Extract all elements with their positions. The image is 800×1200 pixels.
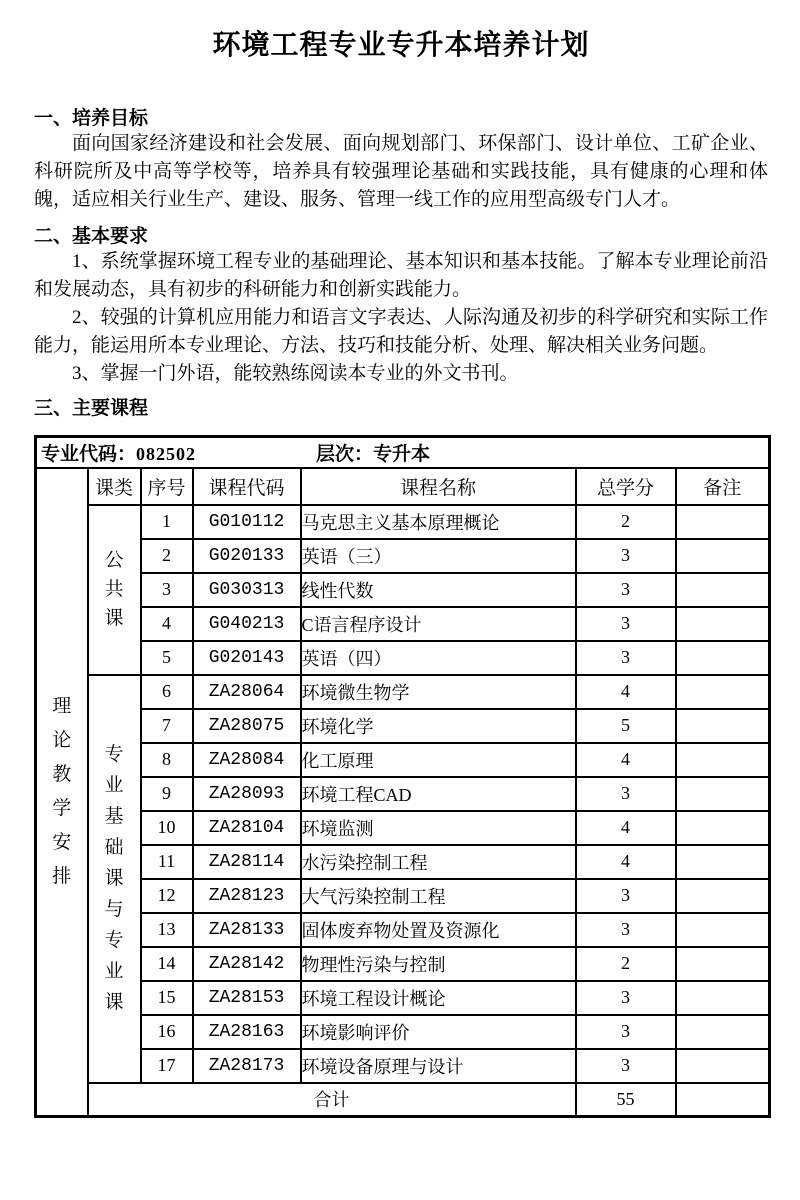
cell-credits: 3 [576,913,676,947]
cell-remarks [676,845,770,879]
table-meta-cell [36,437,770,468]
section-2-paragraph-3: 3、掌握一门外语，能较熟练阅读本专业的外文书刊。 [72,363,519,384]
cell-remarks [676,777,770,811]
row-group-theory-teaching [36,468,88,1117]
cell-course-code: G040213 [193,607,301,641]
header-credits: 总学分 [576,468,676,505]
cell-course-name: 环境微生物学 [301,675,576,709]
table-row [36,845,770,879]
cell-remarks [676,709,770,743]
cell-seq: 7 [141,709,193,743]
table-row [36,811,770,845]
cell-credits: 3 [576,1015,676,1049]
cell-course-name: 物理性污染与控制 [301,947,576,981]
section-1-heading: 一、培养目标 [34,108,149,129]
cell-course-code: ZA28104 [193,811,301,845]
cell-credits: 4 [576,811,676,845]
cell-course-code: ZA28153 [193,981,301,1015]
cell-remarks [676,743,770,777]
cell-credits: 3 [576,607,676,641]
cell-course-code: G020143 [193,641,301,675]
table-row [36,1015,770,1049]
cell-course-code: ZA28064 [193,675,301,709]
cell-course-name: 英语（三） [301,539,576,573]
course-group-public-label: 公共课 [104,550,124,629]
cell-seq: 16 [141,1015,193,1049]
cell-seq: 4 [141,607,193,641]
course-table [34,435,771,1118]
cell-course-code: ZA28123 [193,879,301,913]
cell-course-name: 化工原理 [301,743,576,777]
cell-credits: 3 [576,539,676,573]
table-row [36,675,770,709]
table-row [36,947,770,981]
cell-remarks [676,981,770,1015]
cell-remarks [676,947,770,981]
cell-credits: 3 [576,573,676,607]
cell-seq: 5 [141,641,193,675]
page-title: 环境工程专业专升本培养计划 [212,29,590,60]
course-group-professional-label: 专业基础课与专业课 [104,744,124,1013]
cell-course-code: ZA28142 [193,947,301,981]
section-2-paragraph-1: 1、系统掌握环境工程专业的基础理论、基本知识和基本技能。了解本专业理论前沿和发展动态，具有初步的科研能力和创新实践能力。 [34,251,768,300]
cell-seq: 14 [141,947,193,981]
cell-course-name: 环境影响评价 [301,1015,576,1049]
cell-course-code: ZA28114 [193,845,301,879]
cell-course-code: ZA28173 [193,1049,301,1083]
table-row [36,607,770,641]
section-1-paragraph: 面向国家经济建设和社会发展、面向规划部门、环保部门、设计单位、工矿企业、科研院所及中高等学校等，培养具有较强理论基础和实践技能，具有健康的心理和体魄，适应相关行业生产、建设、服务、管理一线工作的应用型高级专门人才。 [34,133,768,210]
total-remarks [676,1083,770,1117]
cell-seq: 6 [141,675,193,709]
cell-credits: 3 [576,879,676,913]
level-label: 层次： [316,443,374,465]
table-row [36,573,770,607]
cell-seq: 11 [141,845,193,879]
cell-course-name: 固体废弃物处置及资源化 [301,913,576,947]
cell-credits: 3 [576,641,676,675]
header-seq: 序号 [141,468,193,505]
cell-course-code: ZA28133 [193,913,301,947]
cell-course-name: 环境监测 [301,811,576,845]
cell-course-code: ZA28075 [193,709,301,743]
cell-course-name: 环境工程设计概论 [301,981,576,1015]
cell-remarks [676,811,770,845]
header-course-name: 课程名称 [301,468,576,505]
table-row [36,981,770,1015]
table-meta-row [36,437,770,468]
table-row [36,709,770,743]
cell-seq: 3 [141,573,193,607]
table-row [36,913,770,947]
total-label: 合计 [88,1083,576,1117]
cell-credits: 2 [576,947,676,981]
cell-course-code: ZA28093 [193,777,301,811]
table-row [36,743,770,777]
level-value: 专升本 [373,443,431,465]
table-header-row [36,468,770,505]
cell-remarks [676,1015,770,1049]
table-row [36,539,770,573]
cell-course-name: 环境设备原理与设计 [301,1049,576,1083]
total-credits: 55 [576,1083,676,1117]
cell-seq: 8 [141,743,193,777]
major-code-label: 专业代码： [41,443,137,465]
table-row [36,879,770,913]
cell-remarks [676,913,770,947]
table-row [36,641,770,675]
cell-seq: 2 [141,539,193,573]
table-row [36,777,770,811]
cell-remarks [676,641,770,675]
cell-remarks [676,539,770,573]
cell-credits: 4 [576,743,676,777]
cell-credits: 3 [576,777,676,811]
cell-credits: 3 [576,981,676,1015]
row-group-theory-label: 理论教学安排 [52,695,72,887]
cell-credits: 4 [576,845,676,879]
table-total-row [36,1083,770,1117]
cell-credits: 5 [576,709,676,743]
cell-course-name: 水污染控制工程 [301,845,576,879]
cell-remarks [676,573,770,607]
cell-course-code: G030313 [193,573,301,607]
cell-credits: 2 [576,505,676,539]
cell-course-name: 环境化学 [301,709,576,743]
cell-course-name: C语言程序设计 [301,607,576,641]
cell-course-code: G020133 [193,539,301,573]
course-group-public [88,505,141,675]
section-2-paragraph-2: 2、较强的计算机应用能力和语言文字表达、人际沟通及初步的科学研究和实际工作能力，能运用所本专业理论、方法、技巧和技能分析、处理、解决相关业务问题。 [34,307,768,356]
cell-remarks [676,675,770,709]
cell-seq: 17 [141,1049,193,1083]
cell-course-code: G010112 [193,505,301,539]
cell-remarks [676,879,770,913]
cell-remarks [676,607,770,641]
cell-seq: 12 [141,879,193,913]
course-group-professional [88,675,141,1083]
cell-course-name: 马克思主义基本原理概论 [301,505,576,539]
header-remarks: 备注 [676,468,770,505]
cell-seq: 9 [141,777,193,811]
cell-credits: 3 [576,1049,676,1083]
cell-course-name: 线性代数 [301,573,576,607]
cell-course-name: 大气污染控制工程 [301,879,576,913]
cell-course-code: ZA28084 [193,743,301,777]
cell-credits: 4 [576,675,676,709]
header-course-code: 课程代码 [193,468,301,505]
cell-course-name: 环境工程CAD [301,777,576,811]
table-row [36,1049,770,1083]
cell-seq: 15 [141,981,193,1015]
table-row [36,505,770,539]
cell-seq: 1 [141,505,193,539]
cell-course-name: 英语（四） [301,641,576,675]
section-3-heading: 三、主要课程 [34,398,149,419]
cell-remarks [676,1049,770,1083]
cell-course-code: ZA28163 [193,1015,301,1049]
header-course-type: 课类 [88,468,141,505]
major-code-value: 082502 [136,443,197,464]
cell-remarks [676,505,770,539]
cell-seq: 10 [141,811,193,845]
section-2-heading: 二、基本要求 [34,226,149,247]
cell-seq: 13 [141,913,193,947]
